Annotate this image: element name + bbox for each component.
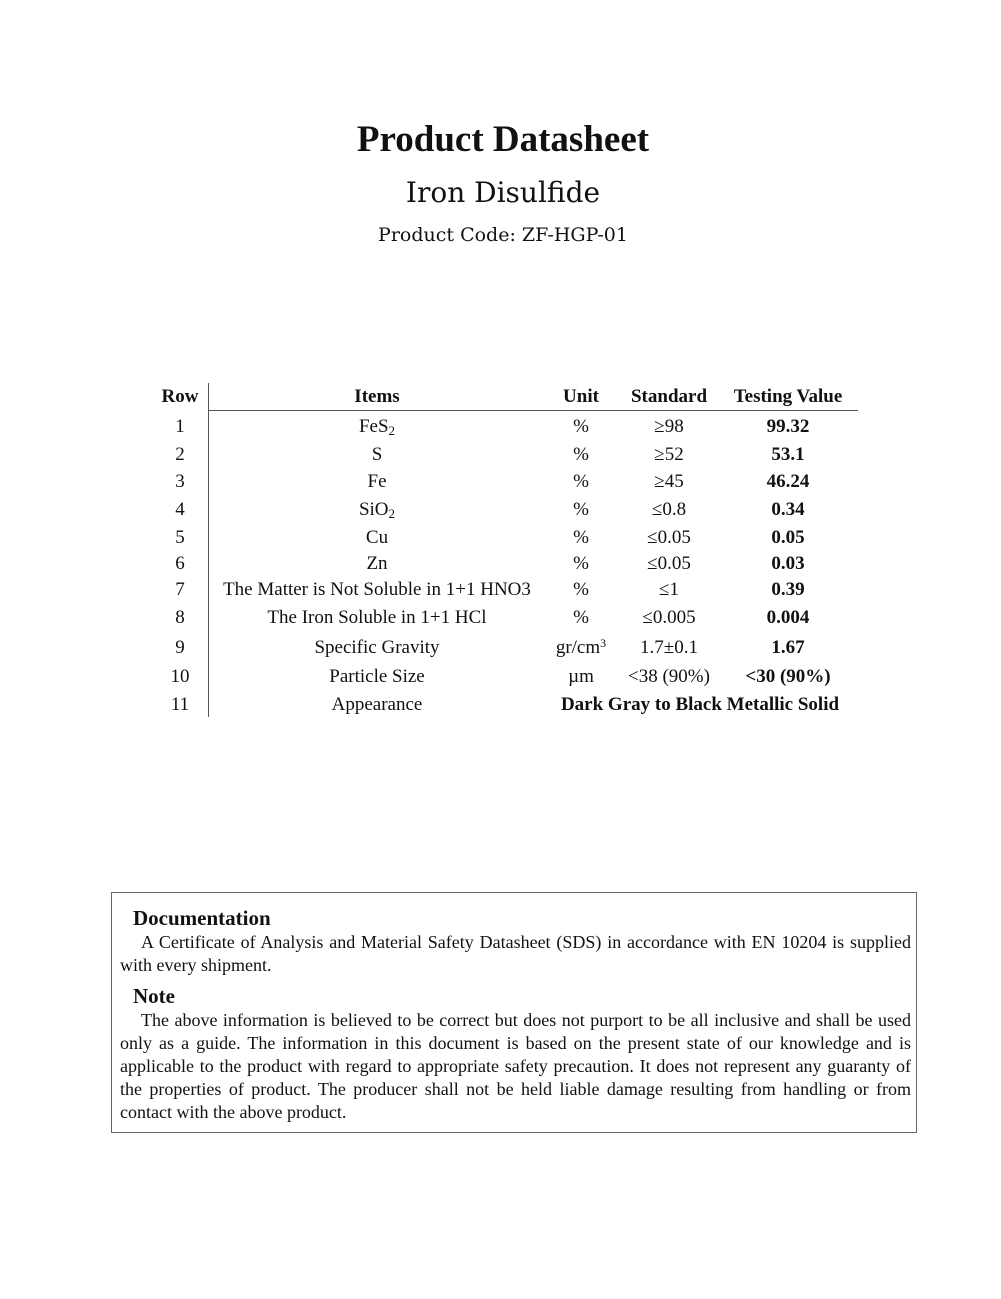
table-row xyxy=(152,524,858,552)
testing-value xyxy=(720,634,856,662)
testing-value xyxy=(720,413,856,441)
table-row xyxy=(152,634,858,662)
item-name xyxy=(212,550,542,578)
table-row xyxy=(152,663,858,691)
item-name-text: The Matter is Not Soluble in 1+1 HNO3 xyxy=(223,579,531,600)
notes-box xyxy=(111,892,917,1133)
testing-value-text: 46.24 xyxy=(766,471,810,492)
row-number-text: 3 xyxy=(175,471,185,492)
unit-text: % xyxy=(573,499,589,520)
table-row xyxy=(152,550,858,578)
row-number-text: 9 xyxy=(175,637,185,658)
standard-text: 1.7±0.1 xyxy=(640,637,698,658)
item-name-sub: 2 xyxy=(388,506,396,521)
unit xyxy=(544,604,618,632)
item-name-text: FeS xyxy=(358,416,389,437)
appearance-value-text: Dark Gray to Black Metallic Solid xyxy=(560,694,840,715)
standard xyxy=(618,496,720,524)
standard-text: ≥45 xyxy=(654,471,684,492)
testing-value-text: <30 (90%) xyxy=(745,666,831,687)
row-number xyxy=(152,441,208,469)
testing-value-text: 0.004 xyxy=(766,607,810,628)
standard xyxy=(618,550,720,578)
row-number-text: 7 xyxy=(175,579,185,600)
testing-value-text: 99.32 xyxy=(766,416,810,437)
item-name xyxy=(212,413,542,441)
row-number xyxy=(152,691,208,719)
item-name xyxy=(212,663,542,691)
appearance-value xyxy=(544,691,856,719)
testing-value-text: 0.05 xyxy=(771,527,805,548)
table-row xyxy=(152,413,858,441)
item-name-text: Zn xyxy=(366,553,388,574)
standard xyxy=(618,413,720,441)
standard-text: ≥52 xyxy=(654,444,684,465)
item-name-text: The Iron Soluble in 1+1 HCl xyxy=(267,607,487,628)
unit-text: % xyxy=(573,579,589,600)
unit-sup: 3 xyxy=(600,636,607,650)
testing-value xyxy=(720,524,856,552)
standard xyxy=(618,441,720,469)
unit-text: % xyxy=(573,471,589,492)
unit xyxy=(544,441,618,469)
table-header-row xyxy=(152,383,858,411)
row-number-text: 10 xyxy=(170,666,190,687)
row-number-text: 6 xyxy=(175,553,185,574)
testing-value xyxy=(720,550,856,578)
column-header-standard: Standard xyxy=(630,386,708,407)
table-row xyxy=(152,496,858,524)
item-name xyxy=(212,468,542,496)
unit xyxy=(544,413,618,441)
table-row xyxy=(152,576,858,604)
column-header-row: Row xyxy=(161,386,199,407)
page-title: Product Datasheet xyxy=(356,119,650,160)
testing-value-text: 0.34 xyxy=(771,499,805,520)
standard xyxy=(618,604,720,632)
standard-text: <38 (90%) xyxy=(628,666,710,687)
table-row xyxy=(152,441,858,469)
column-header-unit: Unit xyxy=(563,386,599,407)
testing-value-text: 0.03 xyxy=(771,553,805,574)
unit xyxy=(544,524,618,552)
standard-text: ≤0.05 xyxy=(647,553,691,574)
testing-value xyxy=(720,468,856,496)
note-heading: Note xyxy=(133,984,175,1008)
testing-value xyxy=(720,441,856,469)
standard xyxy=(618,468,720,496)
unit-text: gr/cm xyxy=(555,637,601,658)
product-code: Product Code: ZF-HGP-01 xyxy=(378,224,628,246)
table-row xyxy=(152,691,858,719)
item-name-text: SiO xyxy=(358,499,389,520)
unit-text: % xyxy=(573,607,589,628)
item-name xyxy=(212,496,542,524)
testing-value-text: 53.1 xyxy=(771,444,805,465)
item-name-text: Cu xyxy=(365,527,389,548)
row-number-text: 5 xyxy=(175,527,185,548)
documentation-heading: Documentation xyxy=(133,906,271,930)
item-name xyxy=(212,634,542,662)
table-row xyxy=(152,468,858,496)
row-number xyxy=(152,663,208,691)
standard-text: ≥98 xyxy=(654,416,684,437)
testing-value xyxy=(720,663,856,691)
item-name-text: Fe xyxy=(367,471,387,492)
item-name xyxy=(212,604,542,632)
table-row xyxy=(152,604,858,632)
row-number xyxy=(152,468,208,496)
testing-value xyxy=(720,496,856,524)
unit xyxy=(544,634,618,662)
row-number-text: 8 xyxy=(175,607,185,628)
item-name-text: Specific Gravity xyxy=(314,637,440,658)
unit xyxy=(544,576,618,604)
column-header-items: Items xyxy=(354,386,400,407)
row-number-text: 11 xyxy=(170,694,190,715)
row-number xyxy=(152,524,208,552)
testing-value xyxy=(720,604,856,632)
row-number xyxy=(152,496,208,524)
unit-text: % xyxy=(573,553,589,574)
standard-text: ≤0.005 xyxy=(642,607,696,628)
testing-value xyxy=(720,576,856,604)
standard xyxy=(618,524,720,552)
unit xyxy=(544,550,618,578)
row-number xyxy=(152,634,208,662)
unit xyxy=(544,663,618,691)
unit-text: µm xyxy=(568,666,594,687)
standard xyxy=(618,634,720,662)
row-number xyxy=(152,413,208,441)
item-name-text: S xyxy=(371,444,383,465)
standard xyxy=(618,576,720,604)
row-number-text: 1 xyxy=(175,416,185,437)
column-header-testing-value: Testing Value xyxy=(733,386,843,407)
item-name xyxy=(212,691,542,719)
row-number xyxy=(152,576,208,604)
item-name xyxy=(212,576,542,604)
standard-text: ≤0.05 xyxy=(647,527,691,548)
row-number-text: 2 xyxy=(175,444,185,465)
item-name xyxy=(212,524,542,552)
item-name-text: Particle Size xyxy=(329,666,425,687)
unit-text: % xyxy=(573,527,589,548)
standard-text: ≤0.8 xyxy=(651,499,687,520)
standard-text: ≤1 xyxy=(659,579,679,600)
standard xyxy=(618,663,720,691)
item-name-text: Appearance xyxy=(331,694,423,715)
row-number-text: 4 xyxy=(175,499,185,520)
documentation-text: A Certificate of Analysis and Material Safety Datasheet (SDS) in accordance with EN 10204 is supplied with every shipment. xyxy=(120,932,911,975)
note-text: The above information is believed to be correct but does not purport to be all inclusive and shall be used only as a guide. The information in this document is based on the present state of our knowledge and is applicable to the product with regard to appropriate safety precaution. It does not represent any guaranty of the properties of product. The producer shall not be held liable damage resulting from handling or from contact with the above product. xyxy=(120,1010,911,1122)
testing-value-text: 0.39 xyxy=(771,579,805,600)
row-number xyxy=(152,550,208,578)
item-name-sub: 2 xyxy=(388,423,396,438)
row-number xyxy=(152,604,208,632)
product-name: Iron Disulfide xyxy=(405,176,601,209)
unit-text: % xyxy=(573,416,589,437)
unit-text: % xyxy=(573,444,589,465)
testing-value-text: 1.67 xyxy=(771,637,805,658)
item-name xyxy=(212,441,542,469)
unit xyxy=(544,468,618,496)
unit xyxy=(544,496,618,524)
